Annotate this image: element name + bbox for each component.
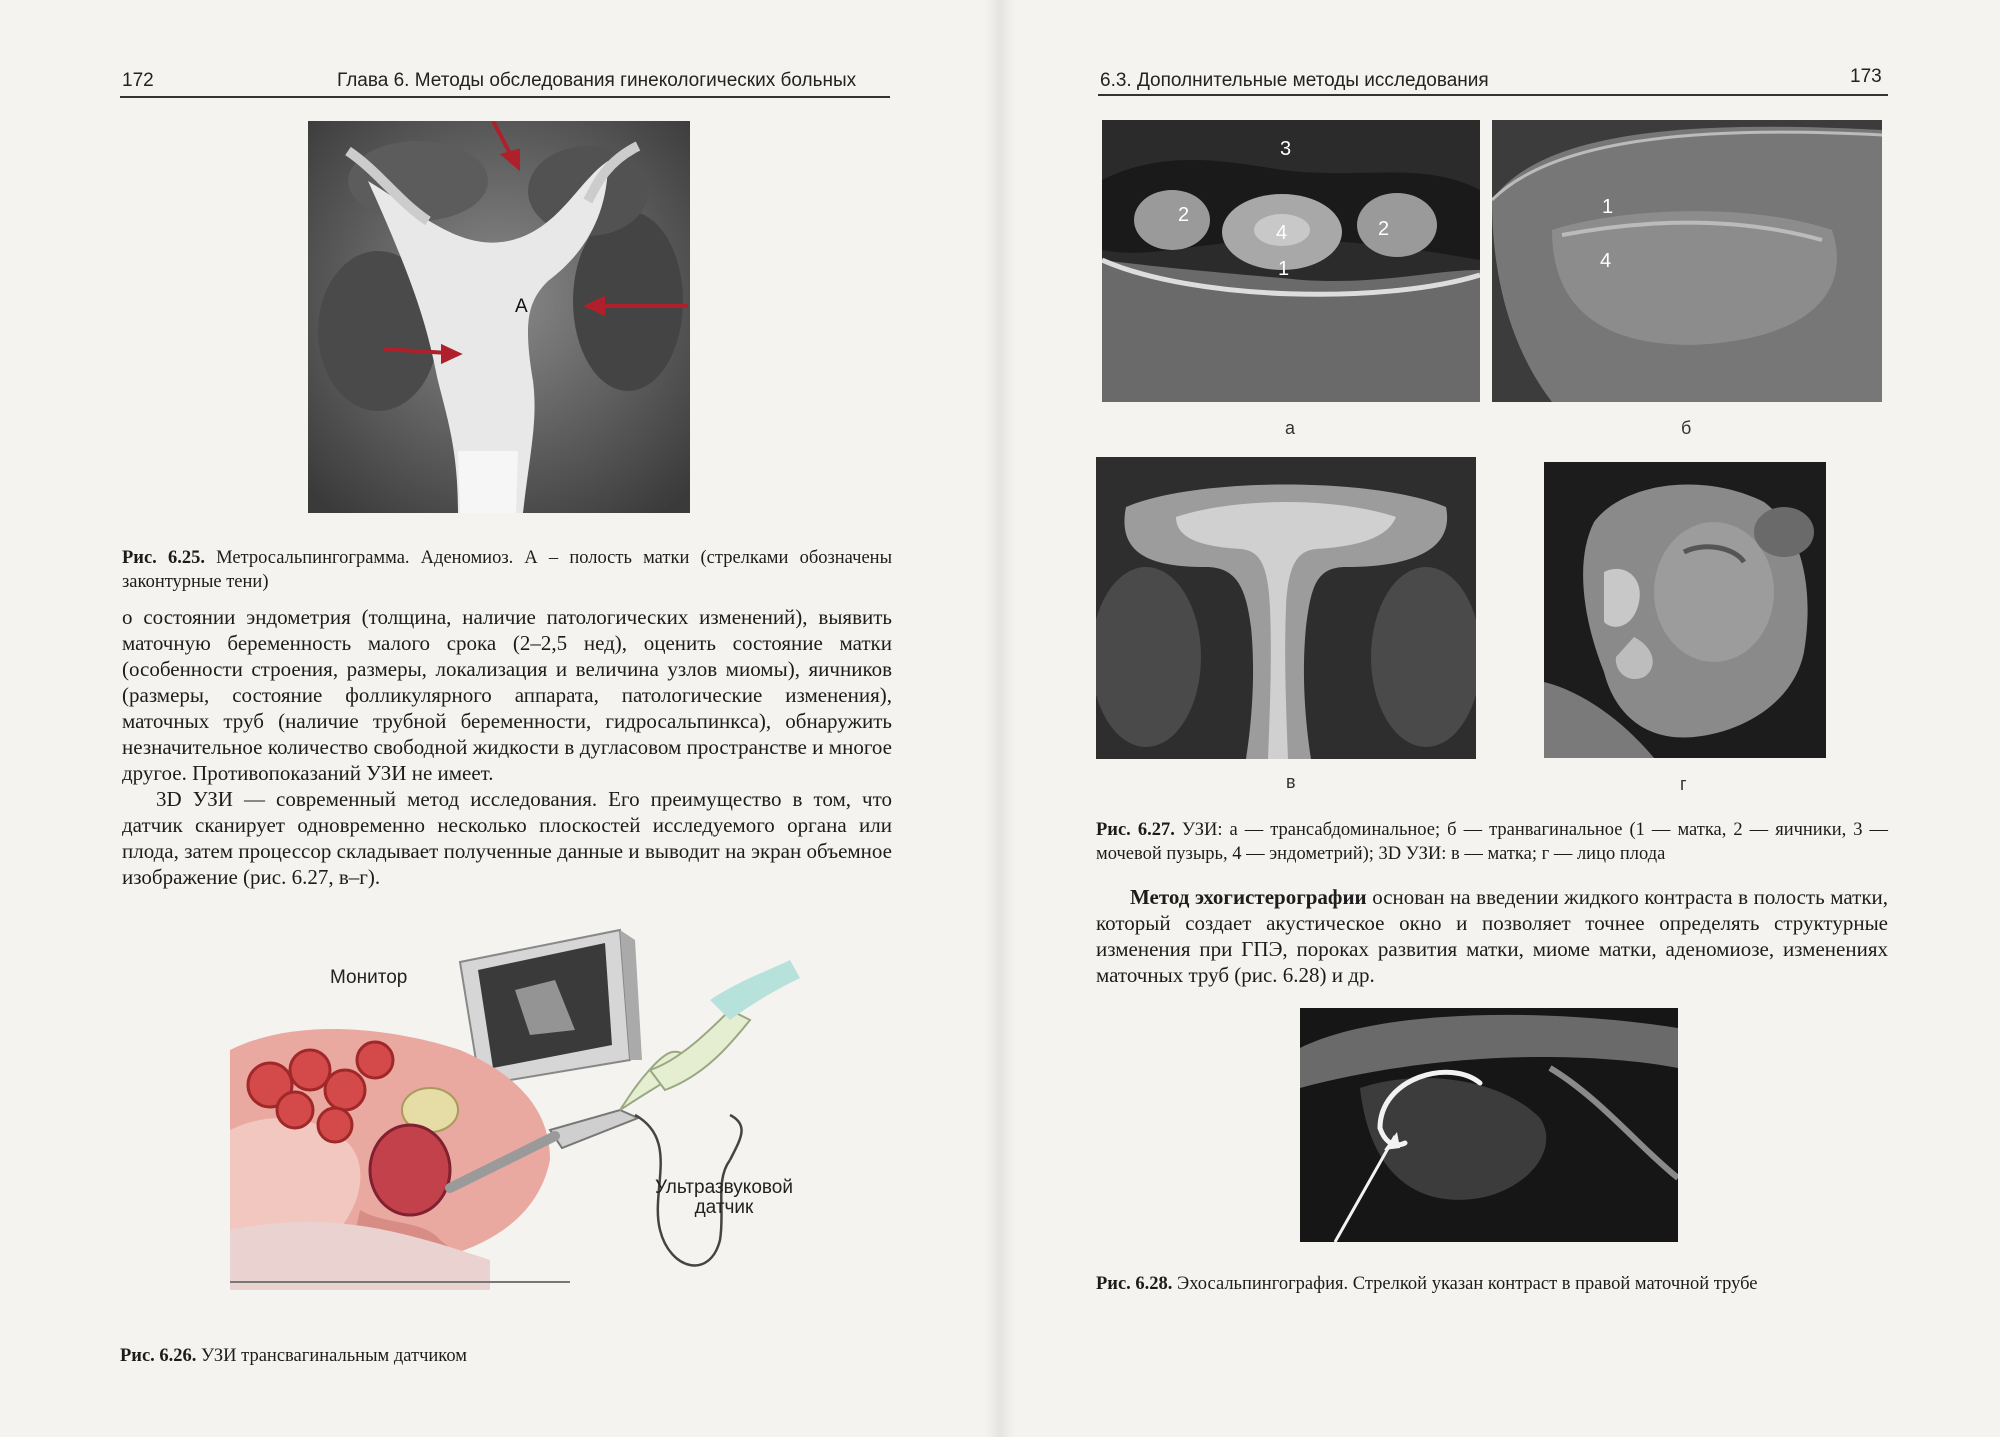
panel-a-label-4: 4 <box>1276 222 1288 244</box>
panel-b-label-1: 1 <box>1602 196 1614 218</box>
ultrasound-panel-b <box>1492 120 1882 402</box>
caption-626-num: Рис. 6.26. <box>120 1346 197 1366</box>
panel-a-label-3: 3 <box>1280 138 1292 160</box>
paragraph-echohysterography <box>1096 884 1888 988</box>
paragraph-3d-uzi: 3D УЗИ — современный метод исследования. Его преимущество в том, что датчик сканирует одновременно несколько плоскостей исследуемого органа или плода, затем процессор складывает полученные данные и выводит на экран объемное изображение (рис. 6.27, в–г). <box>122 787 892 889</box>
page-number-right: 173 <box>1850 66 1882 87</box>
caption-625-num: Рис. 6.25. <box>122 548 205 568</box>
caption-628-num: Рис. 6.28. <box>1096 1274 1173 1294</box>
body-text-right <box>1096 884 1888 988</box>
probe-label-line-1: Ультразвуковой <box>655 1177 793 1198</box>
paragraph-echohysterography-text: основан на введении жидкого контраста в полость матки, который создает акустическое окно и позволяет точнее определять структурные изменения при ГПЭ, пороках развития матки, миоме матки, аденомиозе, изменениях маточных труб (рис. 6.28) и др. <box>1096 885 1889 987</box>
caption-627-text: УЗИ: а — трансабдоминальное; б — транвагинальное (1 — матка, 2 — яичники, 3 — мочевой пузырь, 4 — эндометрий); 3D УЗИ: в — матка; г — лицо плода <box>1096 820 1889 864</box>
caption-627-num: Рис. 6.27. <box>1096 820 1175 840</box>
probe-label-line-2: датчик <box>694 1197 754 1218</box>
running-head-left: Глава 6. Методы обследования гинекологических больных <box>337 70 857 91</box>
transvaginal-probe-diagram <box>210 910 840 1315</box>
panel-b-label-4: 4 <box>1600 250 1612 272</box>
ultrasound-panel-a <box>1102 120 1480 402</box>
probe-label <box>655 1178 793 1218</box>
paragraph-uzi: о состоянии эндометрия (толщина, наличие патологических изменений), выявить маточную беременность малого срока (2–2,5 нед), оценить состояние матки (особенности строения, размеры, локализация и величина узлов миомы), яичников (размеры, состояние фолликулярного аппарата, патологические изменения), маточных труб (наличие трубной беременности, гидросальпинкса), обнаружить незначительное количество свободной жидкости в дугласовом пространстве и многое другое. Противопоказаний УЗИ не имеет. <box>122 605 892 785</box>
echosalpingography-image <box>1300 1008 1678 1242</box>
subfig-label-v: в <box>1286 772 1296 792</box>
ultrasound-3d-uterus <box>1096 457 1476 759</box>
caption-628-text: Эхосальпингография. Стрелкой указан контраст в правой маточной трубе <box>1177 1274 1758 1294</box>
label-a: А <box>515 296 528 317</box>
caption-fig-627 <box>1096 818 1888 866</box>
caption-fig-626 <box>120 1344 890 1368</box>
monitor-label: Монитор <box>330 967 408 988</box>
subfig-label-b: б <box>1681 418 1692 438</box>
panel-a-label-1: 1 <box>1278 258 1290 280</box>
panel-a-label-2-right: 2 <box>1378 218 1390 240</box>
right-page <box>1000 0 2000 1437</box>
hysterosalpingogram-image <box>308 121 690 513</box>
header-rule-left <box>120 96 890 98</box>
subfig-label-g: г <box>1680 774 1687 794</box>
caption-626-text: УЗИ трансвагинальным датчиком <box>201 1346 467 1366</box>
running-head-right: 6.3. Дополнительные методы исследования <box>1100 70 1489 91</box>
page-number-left: 172 <box>122 70 154 91</box>
caption-fig-628 <box>1096 1272 1888 1296</box>
panel-a-label-2-left: 2 <box>1178 204 1190 226</box>
red-arrows <box>308 121 690 513</box>
caption-625-text: Метросальпингограмма. Аденомиоз. А – полость матки (стрелками обозначены законтурные тени) <box>122 548 892 592</box>
body-text-left <box>122 604 892 890</box>
term-echohysterography: Метод эхогистерографии <box>1130 885 1367 909</box>
caption-fig-625 <box>122 546 892 594</box>
ultrasound-3d-fetal-face <box>1544 462 1826 758</box>
subfig-label-a: а <box>1285 418 1296 438</box>
header-rule-right <box>1098 94 1888 96</box>
